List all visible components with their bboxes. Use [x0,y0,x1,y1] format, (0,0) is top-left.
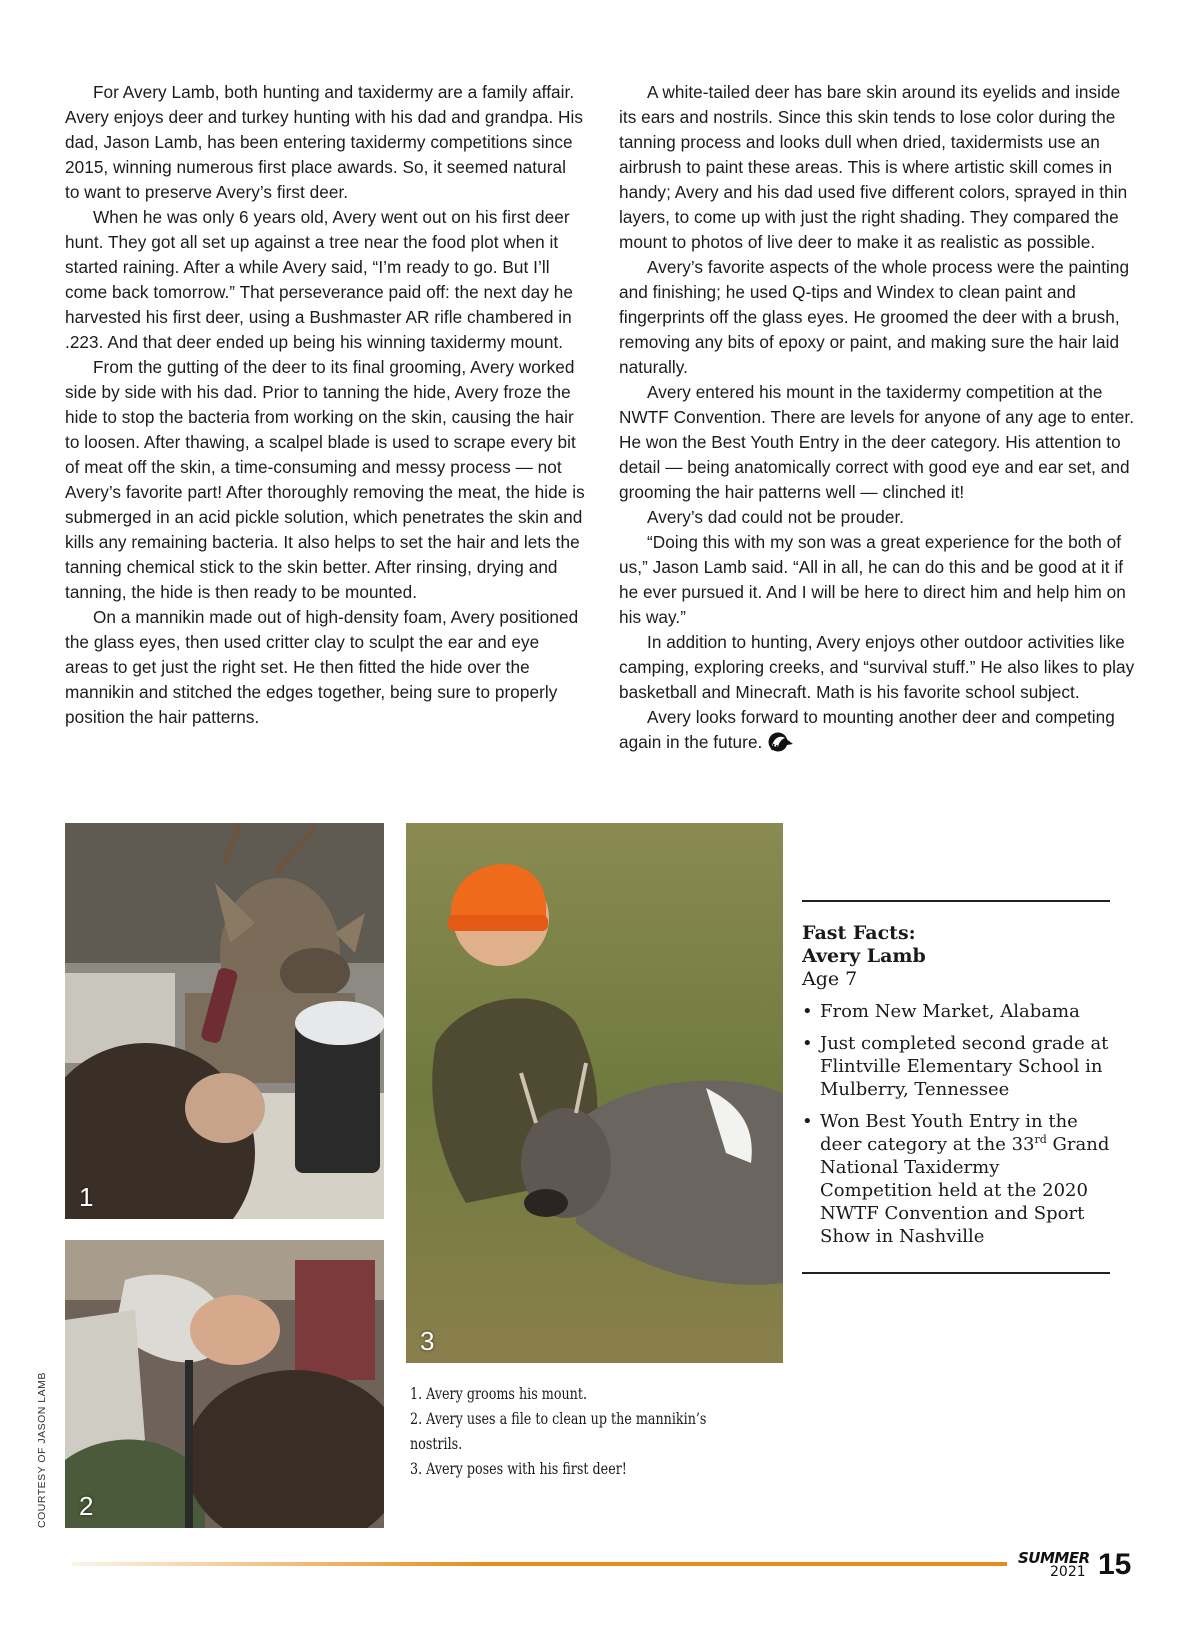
article-paragraph: In addition to hunting, Avery enjoys other outdoor activities like camping, exploring creeks, and “survival stuff.” He also likes to play basketball and Minecraft. Math is his favorite school subject. [619,632,1135,702]
article-left-column [65,80,585,730]
photo-3-image [406,823,783,1363]
article-paragraph: For Avery Lamb, both hunting and taxidermy are a family affair. Avery enjoys deer and turkey hunting with his dad and grandpa. His dad, Jason Lamb, has been entering taxidermy competitions since 2015, winning numerous first place awards. So, it seemed natural to want to preserve Avery’s first deer. [65,82,583,202]
bullet: • [802,1033,813,1054]
caption-3: 3. Avery poses with his first deer! [410,1460,627,1478]
article-paragraph: Avery’s dad could not be prouder. [647,507,905,527]
fast-facts-name: Avery Lamb [802,945,926,967]
bullet: • [802,1001,813,1022]
photo-avery-grooming-mount [65,823,384,1219]
article-paragraph: When he was only 6 years old, Avery went out on his first deer hunt. They got all set up against a tree near the food plot when it started raining. After a while Avery said, “I’m ready to go. But I’ll come back tomorrow.” That perseverance paid off: the next day he harvested his first deer, using a Bushmaster AR rifle chambered in .223. And that deer ended up being his winning taxidermy mount. [65,207,573,352]
page-number: 15 [1098,1548,1132,1581]
footer-rule [72,1562,1007,1566]
fast-facts-item [802,1110,1110,1248]
nwtf-turkey-icon [766,731,794,753]
fast-facts-item-text-cont: Grand National Taxidermy Competition held at the 2020 NWTF Convention and Sport Show in Nashville [820,1134,1110,1247]
photo-number: 3 [420,1326,435,1356]
ordinal-suffix: rd [1034,1133,1047,1146]
photo-1-image [65,823,384,1219]
fast-facts-age: Age 7 [802,968,858,990]
fast-facts-item-text: Won Best Youth Entry in the deer category at the 33 [820,1111,1078,1155]
fast-facts-item [802,1032,1110,1101]
article-paragraph-text: Avery looks forward to mounting another deer and competing again in the future. [619,707,1115,752]
article-paragraph: Avery’s favorite aspects of the whole process were the painting and finishing; he used Q-tips and Windex to clean paint and fingerprints off the glass eyes. He groomed the deer with a brush, removing any bits of epoxy or paint, and making sure the hair laid naturally. [619,257,1130,377]
caption-1: 1. Avery grooms his mount. [410,1385,588,1403]
article-paragraph: From the gutting of the deer to its final grooming, Avery worked side by side with his dad. Prior to tanning the hide, Avery froze the hide to stop the bacteria from working on the skin, causing the hair to loosen. After thawing, a scalpel blade is used to scrape every bit of meat off the skin, a time-consuming and messy process — not Avery’s favorite part! After thoroughly removing the meat, the hide is submerged in an acid pickle solution, which penetrates the skin and kills any remaining bacteria. It also helps to set the hair and lets the tanning chemical stick to the skin better. After rinsing, drying and tanning, the hide is then ready to be mounted. [65,357,585,602]
fast-facts-item-text: From New Market, Alabama [820,1001,1080,1022]
fast-facts-heading: Fast Facts: [802,922,916,944]
photo-captions [410,1382,738,1482]
photo-avery-with-first-deer [406,823,783,1363]
photo-number: 1 [79,1182,94,1212]
photo-credit: COURTESY OF JASON LAMB [36,1372,48,1528]
bullet: • [802,1111,813,1132]
article-paragraph: A white-tailed deer has bare skin around its eyelids and inside its ears and nostrils. Since this skin tends to lose color during the tanning process and looks dull when dried, taxidermists use an airbrush to paint these areas. This is where artistic skill comes in handy; Avery and his dad used five different colors, sprayed in thin layers, to come up with just the right shading. They compared the mount to photos of live deer to make it as realistic as possible. [619,82,1128,252]
article-paragraph-last [619,705,1139,755]
article-paragraph: “Doing this with my son was a great experience for the both of us,” Jason Lamb said. “All in all, he can do this and be good at it if he ever pursued it. And I will be here to direct him and help him on his way.” [619,532,1126,627]
fast-facts-box [802,900,1110,1274]
article-paragraph: Avery entered his mount in the taxidermy competition at the NWTF Convention. There are levels for anyone of any age to enter. He won the Best Youth Entry in the deer category. His attention to detail — being anatomically correct with good eye and ear set, and grooming the hair patterns well — clinched it! [619,382,1135,502]
article-right-column [619,80,1139,755]
fast-facts-item-text: Just completed second grade at Flintville Elementary School in Mulberry, Tennessee [820,1033,1109,1100]
caption-2: 2. Avery uses a file to clean up the mannikin’s nostrils. [410,1410,707,1453]
fast-facts-list [802,1000,1110,1248]
fast-facts-item [802,1000,1110,1023]
photo-2-image [65,1240,384,1528]
footer-season: SUMMER [1018,1549,1090,1567]
photo-avery-filing-mannikin [65,1240,384,1528]
article-paragraph: On a mannikin made out of high-density foam, Avery positioned the glass eyes, then used critter clay to sculpt the ear and eye areas to get just the right set. He then fitted the hide over the mannikin and stitched the edges together, being sure to properly position the hair patterns. [65,607,579,727]
footer-year: 2021 [1050,1564,1086,1580]
photo-number: 2 [79,1491,94,1521]
